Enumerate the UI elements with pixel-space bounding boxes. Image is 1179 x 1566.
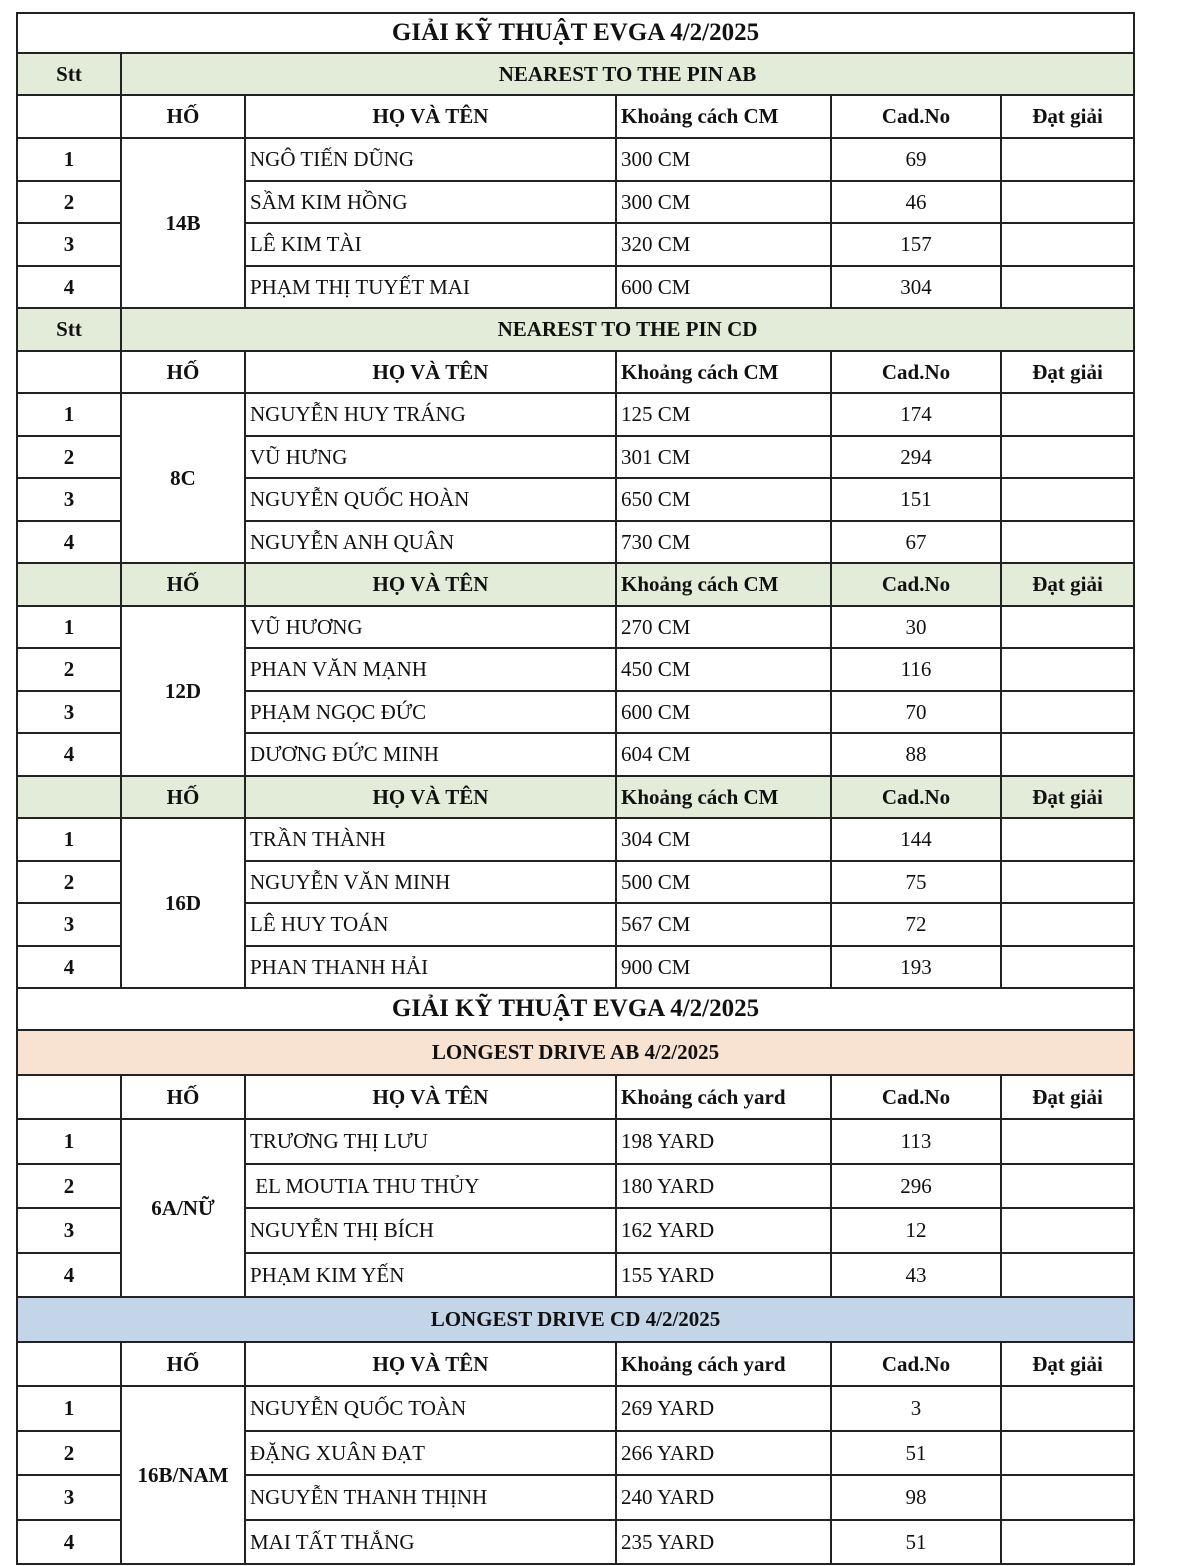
player-name: VŨ HƯƠNG bbox=[245, 606, 616, 648]
player-name: MAI TẤT THẮNG bbox=[245, 1520, 616, 1564]
award-cell bbox=[1001, 946, 1134, 988]
stt-cell: 2 bbox=[17, 1164, 121, 1208]
cad-cell: 116 bbox=[831, 648, 1001, 691]
player-name: LÊ KIM TÀI bbox=[245, 223, 616, 266]
cad-cell: 294 bbox=[831, 436, 1001, 478]
award-cell bbox=[1001, 1475, 1134, 1520]
player-name: EL MOUTIA THU THỦY bbox=[245, 1164, 616, 1208]
cad-header: Cad.No bbox=[831, 95, 1001, 138]
player-name: PHẠM THỊ TUYẾT MAI bbox=[245, 266, 616, 308]
stt-cell: 2 bbox=[17, 436, 121, 478]
player-name: PHAN THANH HẢI bbox=[245, 946, 616, 988]
player-name: VŨ HƯNG bbox=[245, 436, 616, 478]
award-cell bbox=[1001, 1164, 1134, 1208]
player-name: TRẦN THÀNH bbox=[245, 818, 616, 861]
stt-cell: 3 bbox=[17, 223, 121, 266]
name-header: HỌ VÀ TÊN bbox=[245, 351, 616, 393]
cad-header: Cad.No bbox=[831, 563, 1001, 606]
cad-header: Cad.No bbox=[831, 1342, 1001, 1386]
cad-cell: 3 bbox=[831, 1386, 1001, 1431]
cad-cell: 43 bbox=[831, 1253, 1001, 1297]
section-title-nearest-cd: NEAREST TO THE PIN CD bbox=[121, 308, 1134, 351]
distance-cell: 600 CM bbox=[616, 691, 831, 733]
distance-cell: 266 YARD bbox=[616, 1431, 831, 1475]
cad-cell: 193 bbox=[831, 946, 1001, 988]
player-name: ĐẶNG XUÂN ĐẠT bbox=[245, 1431, 616, 1475]
award-header: Đạt giải bbox=[1001, 351, 1134, 393]
distance-header: Khoảng cách CM bbox=[616, 776, 831, 818]
hole-header: HỐ bbox=[121, 776, 245, 818]
cad-cell: 144 bbox=[831, 818, 1001, 861]
player-name: NGUYỄN VĂN MINH bbox=[245, 861, 616, 903]
award-header: Đạt giải bbox=[1001, 1342, 1134, 1386]
name-header: HỌ VÀ TÊN bbox=[245, 1075, 616, 1119]
column-header-row bbox=[17, 776, 1134, 818]
name-header: HỌ VÀ TÊN bbox=[245, 563, 616, 606]
award-header: Đạt giải bbox=[1001, 95, 1134, 138]
distance-cell: 600 CM bbox=[616, 266, 831, 308]
stt-cell: 1 bbox=[17, 1386, 121, 1431]
distance-cell: 650 CM bbox=[616, 478, 831, 521]
award-cell bbox=[1001, 138, 1134, 181]
award-cell bbox=[1001, 1431, 1134, 1475]
header-empty bbox=[17, 1075, 121, 1119]
cad-cell: 67 bbox=[831, 521, 1001, 563]
player-name: PHẠM NGỌC ĐỨC bbox=[245, 691, 616, 733]
award-cell bbox=[1001, 436, 1134, 478]
section-row-longest-ab bbox=[17, 1030, 1134, 1075]
award-cell bbox=[1001, 223, 1134, 266]
table-row bbox=[17, 606, 1134, 648]
cad-cell: 51 bbox=[831, 1431, 1001, 1475]
player-name: PHAN VĂN MẠNH bbox=[245, 648, 616, 691]
name-header: HỌ VÀ TÊN bbox=[245, 1342, 616, 1386]
distance-cell: 900 CM bbox=[616, 946, 831, 988]
table-row bbox=[17, 138, 1134, 181]
column-header-row bbox=[17, 563, 1134, 606]
award-cell bbox=[1001, 1386, 1134, 1431]
section-row-nearest-ab bbox=[17, 53, 1134, 95]
award-cell bbox=[1001, 521, 1134, 563]
table-row bbox=[17, 1386, 1134, 1431]
stt-cell: 2 bbox=[17, 648, 121, 691]
distance-cell: 500 CM bbox=[616, 861, 831, 903]
section-title-nearest-ab: NEAREST TO THE PIN AB bbox=[121, 53, 1134, 95]
table-row bbox=[17, 1119, 1134, 1164]
name-header: HỌ VÀ TÊN bbox=[245, 776, 616, 818]
cad-header: Cad.No bbox=[831, 1075, 1001, 1119]
stt-cell: 4 bbox=[17, 521, 121, 563]
section-row-nearest-cd bbox=[17, 308, 1134, 351]
award-cell bbox=[1001, 861, 1134, 903]
award-cell bbox=[1001, 733, 1134, 776]
hole-cell: 6A/NỮ bbox=[121, 1119, 245, 1297]
header-empty bbox=[17, 1342, 121, 1386]
distance-header: Khoảng cách CM bbox=[616, 95, 831, 138]
distance-cell: 300 CM bbox=[616, 138, 831, 181]
header-empty bbox=[17, 563, 121, 606]
section-title-longest-ab: LONGEST DRIVE AB 4/2/2025 bbox=[17, 1030, 1134, 1075]
header-empty bbox=[17, 776, 121, 818]
table-row bbox=[17, 393, 1134, 436]
stt-cell: 2 bbox=[17, 181, 121, 223]
sheet-title: GIẢI KỸ THUẬT EVGA 4/2/2025 bbox=[17, 13, 1134, 53]
distance-cell: 125 CM bbox=[616, 393, 831, 436]
distance-cell: 320 CM bbox=[616, 223, 831, 266]
cad-cell: 12 bbox=[831, 1208, 1001, 1253]
stt-cell: 4 bbox=[17, 1520, 121, 1564]
column-header-row bbox=[17, 1075, 1134, 1119]
hole-header: HỐ bbox=[121, 95, 245, 138]
column-header-row bbox=[17, 351, 1134, 393]
distance-cell: 604 CM bbox=[616, 733, 831, 776]
stt-cell: 4 bbox=[17, 733, 121, 776]
header-empty bbox=[17, 351, 121, 393]
cad-cell: 88 bbox=[831, 733, 1001, 776]
distance-cell: 270 CM bbox=[616, 606, 831, 648]
hole-header: HỐ bbox=[121, 563, 245, 606]
results-table bbox=[16, 12, 1135, 1565]
stt-header: Stt bbox=[17, 308, 121, 351]
stt-cell: 1 bbox=[17, 1119, 121, 1164]
distance-cell: 162 YARD bbox=[616, 1208, 831, 1253]
award-cell bbox=[1001, 181, 1134, 223]
cad-cell: 174 bbox=[831, 393, 1001, 436]
section-row-longest-cd bbox=[17, 1297, 1134, 1342]
distance-cell: 155 YARD bbox=[616, 1253, 831, 1297]
distance-cell: 450 CM bbox=[616, 648, 831, 691]
hole-cell: 8C bbox=[121, 393, 245, 563]
cad-cell: 46 bbox=[831, 181, 1001, 223]
cad-cell: 157 bbox=[831, 223, 1001, 266]
cad-cell: 151 bbox=[831, 478, 1001, 521]
stt-cell: 4 bbox=[17, 946, 121, 988]
distance-cell: 235 YARD bbox=[616, 1520, 831, 1564]
stt-cell: 1 bbox=[17, 393, 121, 436]
cad-header: Cad.No bbox=[831, 351, 1001, 393]
stt-cell: 4 bbox=[17, 1253, 121, 1297]
hole-cell: 12D bbox=[121, 606, 245, 776]
distance-cell: 269 YARD bbox=[616, 1386, 831, 1431]
award-cell bbox=[1001, 818, 1134, 861]
hole-header: HỐ bbox=[121, 351, 245, 393]
distance-cell: 198 YARD bbox=[616, 1119, 831, 1164]
cad-cell: 30 bbox=[831, 606, 1001, 648]
cad-cell: 113 bbox=[831, 1119, 1001, 1164]
sheet-title-2: GIẢI KỸ THUẬT EVGA 4/2/2025 bbox=[17, 988, 1134, 1030]
player-name: LÊ HUY TOÁN bbox=[245, 903, 616, 946]
distance-cell: 304 CM bbox=[616, 818, 831, 861]
stt-cell: 3 bbox=[17, 903, 121, 946]
stt-cell: 1 bbox=[17, 818, 121, 861]
player-name: PHẠM KIM YẾN bbox=[245, 1253, 616, 1297]
hole-header: HỐ bbox=[121, 1342, 245, 1386]
award-header: Đạt giải bbox=[1001, 1075, 1134, 1119]
award-cell bbox=[1001, 1520, 1134, 1564]
cad-cell: 51 bbox=[831, 1520, 1001, 1564]
award-cell bbox=[1001, 606, 1134, 648]
player-name: NGUYỄN HUY TRÁNG bbox=[245, 393, 616, 436]
distance-cell: 240 YARD bbox=[616, 1475, 831, 1520]
stt-cell: 3 bbox=[17, 1475, 121, 1520]
stt-cell: 3 bbox=[17, 691, 121, 733]
distance-cell: 730 CM bbox=[616, 521, 831, 563]
award-cell bbox=[1001, 903, 1134, 946]
distance-cell: 300 CM bbox=[616, 181, 831, 223]
results-sheet bbox=[16, 12, 1133, 1565]
award-cell bbox=[1001, 393, 1134, 436]
distance-header: Khoảng cách yard bbox=[616, 1075, 831, 1119]
cad-cell: 304 bbox=[831, 266, 1001, 308]
cad-cell: 75 bbox=[831, 861, 1001, 903]
stt-cell: 2 bbox=[17, 861, 121, 903]
hole-cell: 16D bbox=[121, 818, 245, 988]
hole-cell: 14B bbox=[121, 138, 245, 308]
player-name: SẦM KIM HỒNG bbox=[245, 181, 616, 223]
player-name: TRƯƠNG THỊ LƯU bbox=[245, 1119, 616, 1164]
stt-cell: 1 bbox=[17, 138, 121, 181]
stt-header: Stt bbox=[17, 53, 121, 95]
column-header-row bbox=[17, 1342, 1134, 1386]
stt-cell: 1 bbox=[17, 606, 121, 648]
hole-header: HỐ bbox=[121, 1075, 245, 1119]
stt-cell: 3 bbox=[17, 1208, 121, 1253]
distance-cell: 180 YARD bbox=[616, 1164, 831, 1208]
distance-cell: 301 CM bbox=[616, 436, 831, 478]
cad-cell: 69 bbox=[831, 138, 1001, 181]
award-header: Đạt giải bbox=[1001, 563, 1134, 606]
player-name: DƯƠNG ĐỨC MINH bbox=[245, 733, 616, 776]
award-cell bbox=[1001, 691, 1134, 733]
cad-cell: 72 bbox=[831, 903, 1001, 946]
award-cell bbox=[1001, 266, 1134, 308]
award-cell bbox=[1001, 1253, 1134, 1297]
player-name: NGÔ TIẾN DŨNG bbox=[245, 138, 616, 181]
section-title-longest-cd: LONGEST DRIVE CD 4/2/2025 bbox=[17, 1297, 1134, 1342]
stt-cell: 4 bbox=[17, 266, 121, 308]
name-header: HỌ VÀ TÊN bbox=[245, 95, 616, 138]
hole-cell: 16B/NAM bbox=[121, 1386, 245, 1564]
table-row bbox=[17, 818, 1134, 861]
award-cell bbox=[1001, 478, 1134, 521]
award-cell bbox=[1001, 648, 1134, 691]
cad-cell: 70 bbox=[831, 691, 1001, 733]
stt-cell: 2 bbox=[17, 1431, 121, 1475]
distance-header: Khoảng cách CM bbox=[616, 351, 831, 393]
column-header-row bbox=[17, 95, 1134, 138]
title-row bbox=[17, 13, 1134, 53]
distance-header: Khoảng cách yard bbox=[616, 1342, 831, 1386]
player-name: NGUYỄN ANH QUÂN bbox=[245, 521, 616, 563]
stt-cell: 3 bbox=[17, 478, 121, 521]
player-name: NGUYỄN THỊ BÍCH bbox=[245, 1208, 616, 1253]
header-empty bbox=[17, 95, 121, 138]
player-name: NGUYỄN QUỐC HOÀN bbox=[245, 478, 616, 521]
award-cell bbox=[1001, 1208, 1134, 1253]
player-name: NGUYỄN QUỐC TOÀN bbox=[245, 1386, 616, 1431]
distance-cell: 567 CM bbox=[616, 903, 831, 946]
cad-header: Cad.No bbox=[831, 776, 1001, 818]
award-cell bbox=[1001, 1119, 1134, 1164]
title-row bbox=[17, 988, 1134, 1030]
player-name: NGUYỄN THANH THỊNH bbox=[245, 1475, 616, 1520]
distance-header: Khoảng cách CM bbox=[616, 563, 831, 606]
cad-cell: 98 bbox=[831, 1475, 1001, 1520]
award-header: Đạt giải bbox=[1001, 776, 1134, 818]
cad-cell: 296 bbox=[831, 1164, 1001, 1208]
